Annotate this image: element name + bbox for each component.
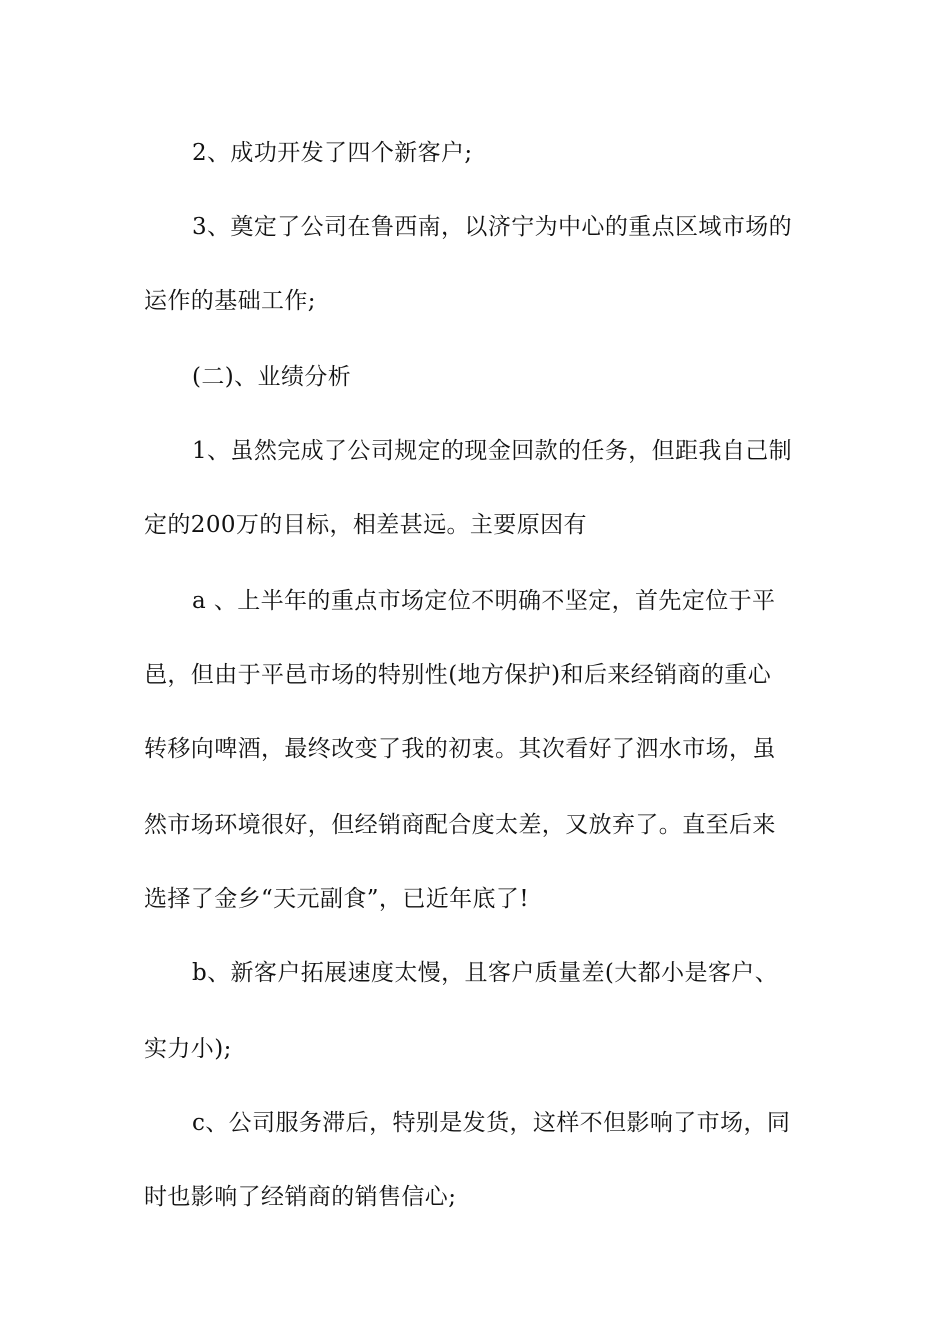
- paragraph-line: 定的200万的目标，相差甚远。主要原因有: [144, 512, 587, 538]
- paragraph-line: c、公司服务滞后，特别是发货，这样不但影响了市场，同: [192, 1110, 791, 1136]
- paragraph-line: 运作的基础工作;: [144, 288, 316, 314]
- section-heading: (二)、业绩分析: [192, 364, 352, 390]
- paragraph-line: 实力小);: [144, 1036, 232, 1062]
- paragraph-line: 转移向啤酒，最终改变了我的初衷。其次看好了泗水市场，虽: [144, 736, 776, 762]
- paragraph-line: 然市场环境很好，但经销商配合度太差，又放弃了。直至后来: [144, 812, 776, 838]
- paragraph-line: 3、奠定了公司在鲁西南，以济宁为中心的重点区域市场的: [192, 214, 793, 240]
- paragraph-line: 时也影响了经销商的销售信心;: [144, 1184, 457, 1210]
- paragraph-line: 1、虽然完成了公司规定的现金回款的任务，但距我自己制: [192, 438, 793, 464]
- paragraph-line: 2、成功开发了四个新客户;: [192, 140, 473, 166]
- paragraph-line: b、新客户拓展速度太慢，且客户质量差(大都小是客户、: [192, 960, 779, 986]
- paragraph-line: 邑，但由于平邑市场的特别性(地方保护)和后来经销商的重心: [144, 662, 772, 688]
- paragraph-line: a 、上半年的重点市场定位不明确不坚定，首先定位于平: [192, 588, 776, 614]
- paragraph-line: 选择了金乡“天元副食”，已近年底了!: [144, 886, 529, 912]
